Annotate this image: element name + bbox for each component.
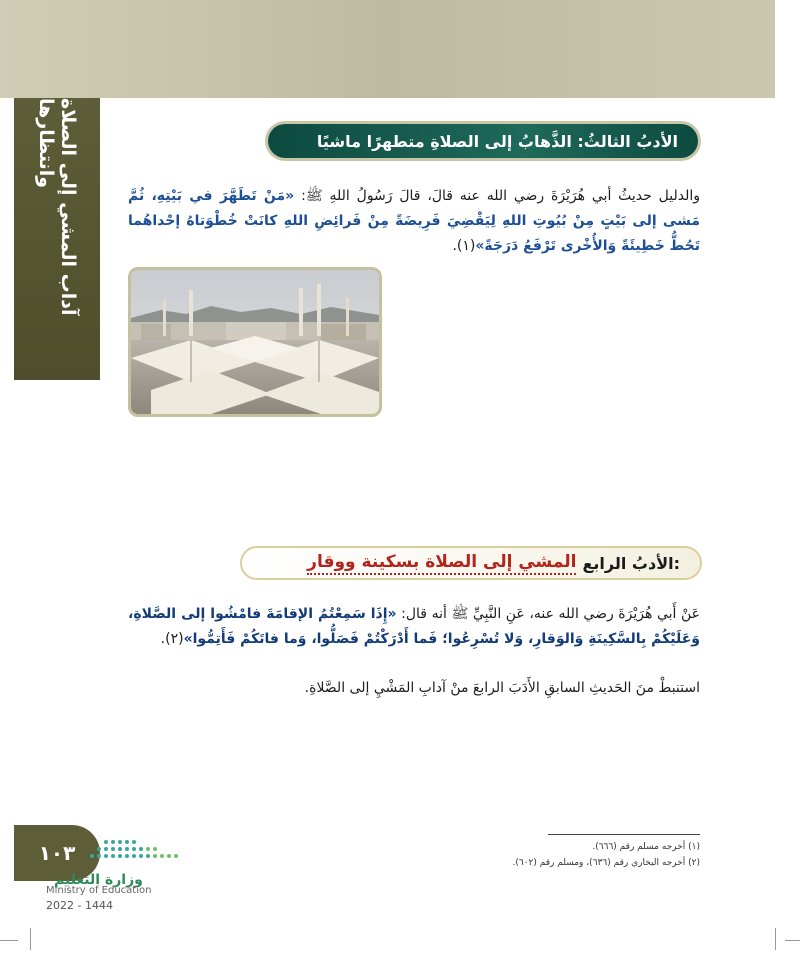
crop-mark (0, 940, 18, 941)
crop-mark (775, 928, 776, 950)
section-4-paragraph (128, 602, 700, 652)
crop-mark (785, 940, 800, 941)
section-3-ref: (١). (452, 238, 476, 254)
ministry-logo-icon (46, 836, 196, 876)
section-4-ref: (٢). (160, 631, 184, 647)
crop-mark (30, 928, 31, 950)
mosque-photo (128, 267, 382, 417)
section-3-hadith: «مَنْ تَطَهَّرَ في بَيْتِهِ، ثُمَّ مَشى إلى بَيْتٍ مِنْ بُيُوتِ اللهِ لِيَقْضِيَ فَرِيضَةً مِنْ فَرائِضِ اللهِ كانَتْ خُطْوَتاهُ إحْداهُما تَحُطُّ خَطِيئَةً وَالأُخْرى تَرْفَعُ دَرَجَةً» (128, 188, 700, 254)
chapter-side-tab (14, 98, 100, 380)
section-4-hadith: «إِذَا سَمِعْتُمُ الإقامَةَ فامْشُوا إلى الصَّلاةِ، وَعَلَيْكُمْ بِالسَّكِينَةِ وَالوَقارِ، وَلا تُسْرِعُوا؛ فَما أَدْرَكْتُمْ فَصَلُّوا، وَما فاتَكُمْ فَأَتِمُّوا» (128, 606, 700, 647)
header-band (0, 0, 775, 98)
section-3-paragraph (128, 184, 700, 259)
footnote-1: (١) أخرجه مسلم رقم (٦٦٦). (592, 842, 700, 852)
section-4-heading (240, 546, 702, 580)
section-3-heading (268, 124, 698, 158)
section-3-intro: والدليل حديثُ أبي هُرَيْرَةَ رضي الله عنه قالَ، قالَ رَسُولُ اللهِ ﷺ: (294, 188, 700, 204)
section-4-label: الأدبُ الرابع: (582, 553, 680, 573)
section-4-intro: عَنْ أَبي هُرَيْرَةَ رضي الله عنه، عَنِ النَّبِيِّ ﷺ أنه قال: (396, 606, 700, 622)
footnote-divider (548, 834, 700, 835)
footnote-2: (٢) أخرجه البخاري رقم (٦٣٦)، ومسلم رقم (٦٠٢). (512, 858, 700, 868)
ministry-name-ar: وزارة التعليم (54, 872, 143, 888)
section-3-heading-text: الأدبُ الثالثُ: الذَّهابُ إلى الصلاةِ متطهرًا ماشيًا (316, 131, 678, 151)
section-4-title: المشي إلى الصلاة بسكينة ووقار (307, 552, 576, 575)
ministry-name-en: Ministry of Education (46, 885, 152, 896)
edition-year: 2022 - 1444 (46, 899, 113, 912)
page-number: ١٠٣ (38, 841, 76, 865)
prophets-mosque-image (131, 270, 379, 414)
chapter-title: آداب المشي إلى الصلاة وانتظارها (35, 98, 79, 316)
section-4-task: استنبطْ منَ الحَديثِ السابقِ الأَدَبَ الرابعَ منْ آدابِ المَشْيِ إلى الصَّلاةِ. (304, 680, 700, 696)
